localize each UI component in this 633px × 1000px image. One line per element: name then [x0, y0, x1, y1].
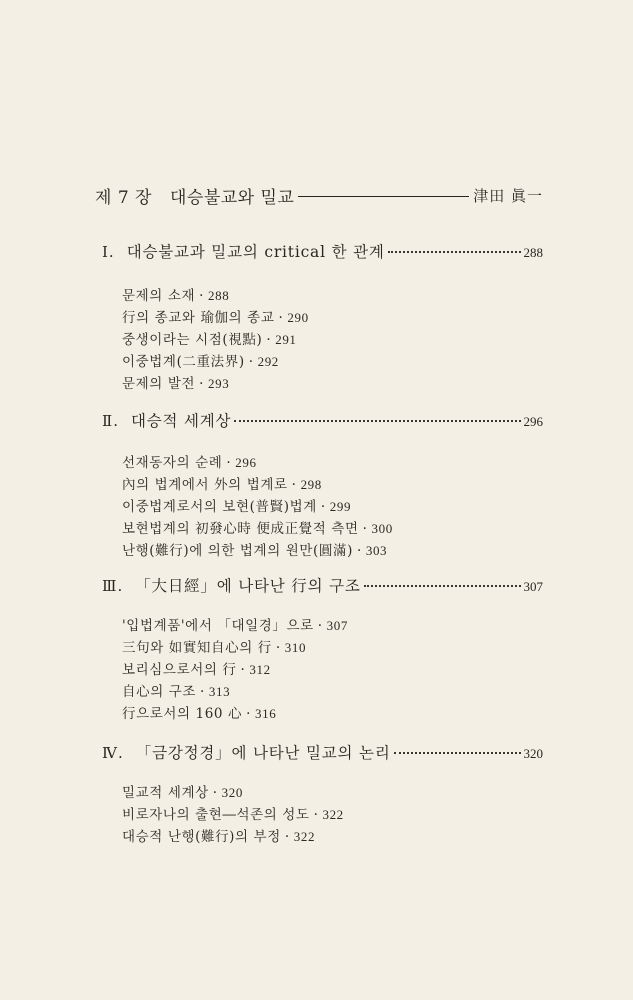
section-title: 「大日經」에 나타난 行의 구조	[135, 577, 361, 595]
item-page: 310	[284, 640, 307, 655]
separator-dot: ·	[240, 662, 246, 678]
section-title: 대승적 세계상	[130, 412, 232, 430]
item-page: 299	[329, 499, 352, 514]
item-title: 이중법계로서의 보현(普賢)법계	[122, 499, 317, 515]
section-title: 「금강정경」에 나타난 밀교의 논리	[135, 744, 391, 762]
toc-item[interactable]	[122, 372, 229, 392]
item-page: 296	[235, 455, 257, 470]
section-2[interactable]	[102, 409, 543, 431]
separator-dot: ·	[275, 640, 281, 656]
chapter-heading	[95, 183, 543, 208]
chapter-rule	[298, 196, 469, 197]
section-4[interactable]	[102, 741, 543, 763]
toc-item[interactable]	[122, 517, 393, 537]
section-3[interactable]	[102, 574, 543, 596]
item-title: 대승적 난행(難行)의 부정	[122, 829, 281, 845]
section-1[interactable]	[102, 240, 543, 262]
section-page: 307	[523, 579, 543, 594]
item-page: 322	[322, 807, 344, 822]
item-title: 비로자나의 출현―석존의 성도	[122, 807, 310, 823]
item-title: 이중법계(二重法界)	[122, 354, 245, 370]
separator-dot: ·	[317, 618, 323, 634]
toc-item[interactable]	[122, 825, 315, 845]
section-page: 288	[523, 245, 543, 260]
chapter-number: 제 7 장	[95, 188, 152, 208]
separator-dot: ·	[284, 829, 290, 845]
item-title: 三句와 如實知自心의 行	[122, 640, 272, 656]
dot-leader	[364, 585, 521, 587]
chapter-author: 津田 眞一	[473, 187, 543, 205]
toc-item[interactable]	[122, 680, 230, 700]
section-numeral: Ⅳ.	[102, 744, 124, 762]
item-page: 300	[371, 521, 393, 536]
item-title: 선재동자의 순례	[122, 455, 223, 471]
separator-dot: ·	[266, 332, 272, 348]
toc-item[interactable]	[122, 539, 387, 559]
item-title: 보현법계의 初發心時 便成正覺적 측면	[122, 521, 359, 537]
dot-leader	[388, 251, 521, 253]
item-page: 288	[208, 288, 230, 303]
toc-item[interactable]	[122, 350, 279, 370]
separator-dot: ·	[200, 684, 205, 700]
item-page: 303	[365, 543, 388, 558]
separator-dot: ·	[291, 477, 297, 493]
separator-dot: ·	[226, 455, 232, 471]
item-page: 291	[275, 332, 297, 347]
item-page: 322	[293, 829, 316, 844]
dot-leader	[234, 420, 520, 422]
item-title: 보리심으로서의 行	[122, 662, 237, 678]
separator-dot: ·	[320, 499, 326, 515]
section-title: 대승불교과 밀교의 critical 한 관계	[126, 243, 385, 261]
item-title: 行의 종교와 瑜伽의 종교	[122, 310, 275, 326]
item-title: 난행(難行)에 의한 법계의 원만(圓滿)	[122, 543, 353, 559]
separator-dot: ·	[362, 521, 368, 537]
toc-item[interactable]	[122, 636, 306, 656]
separator-dot: ·	[199, 376, 205, 392]
toc-item[interactable]	[122, 451, 257, 471]
toc-item[interactable]	[122, 658, 271, 678]
dot-leader	[394, 752, 521, 754]
item-title: 중생이라는 시점(視點)	[122, 332, 263, 348]
section-numeral: Ⅱ.	[102, 412, 119, 430]
item-title: 밀교적 세계상	[122, 785, 209, 801]
toc-item[interactable]	[122, 803, 344, 823]
toc-item[interactable]	[122, 328, 297, 348]
item-page: 298	[300, 477, 322, 492]
toc-item[interactable]	[122, 495, 351, 515]
section-numeral: Ⅲ.	[102, 577, 124, 595]
item-title: 行으로서의 160 心	[122, 706, 243, 722]
toc-item[interactable]	[122, 306, 309, 326]
item-title: 문제의 발전	[122, 376, 196, 392]
chapter-title: 대승불교와 밀교	[169, 188, 295, 208]
item-title: '입법계품'에서 「대일경」으로	[122, 618, 314, 634]
separator-dot: ·	[246, 706, 252, 722]
toc-item[interactable]	[122, 781, 243, 801]
item-page: 313	[208, 684, 231, 699]
item-page: 293	[208, 376, 230, 391]
item-title: 內의 법계에서 外의 법계로	[122, 477, 288, 493]
item-page: 290	[287, 310, 309, 325]
item-title: 自心의 구조	[122, 684, 197, 700]
separator-dot: ·	[199, 288, 205, 304]
item-page: 307	[326, 618, 348, 633]
separator-dot: ·	[278, 310, 284, 326]
item-page: 320	[221, 785, 243, 800]
toc-item[interactable]	[122, 284, 229, 304]
separator-dot: ·	[212, 785, 218, 801]
separator-dot: ·	[356, 543, 362, 559]
section-page: 320	[523, 746, 543, 761]
section-page: 296	[523, 414, 543, 429]
toc-item[interactable]	[122, 702, 276, 722]
toc-item[interactable]	[122, 614, 348, 634]
item-page: 292	[257, 354, 279, 369]
separator-dot: ·	[313, 807, 319, 823]
section-numeral: Ⅰ.	[102, 243, 115, 261]
item-page: 312	[249, 662, 271, 677]
toc-item[interactable]	[122, 473, 322, 493]
item-title: 문제의 소재	[122, 288, 196, 304]
item-page: 316	[255, 706, 277, 721]
separator-dot: ·	[248, 354, 254, 370]
